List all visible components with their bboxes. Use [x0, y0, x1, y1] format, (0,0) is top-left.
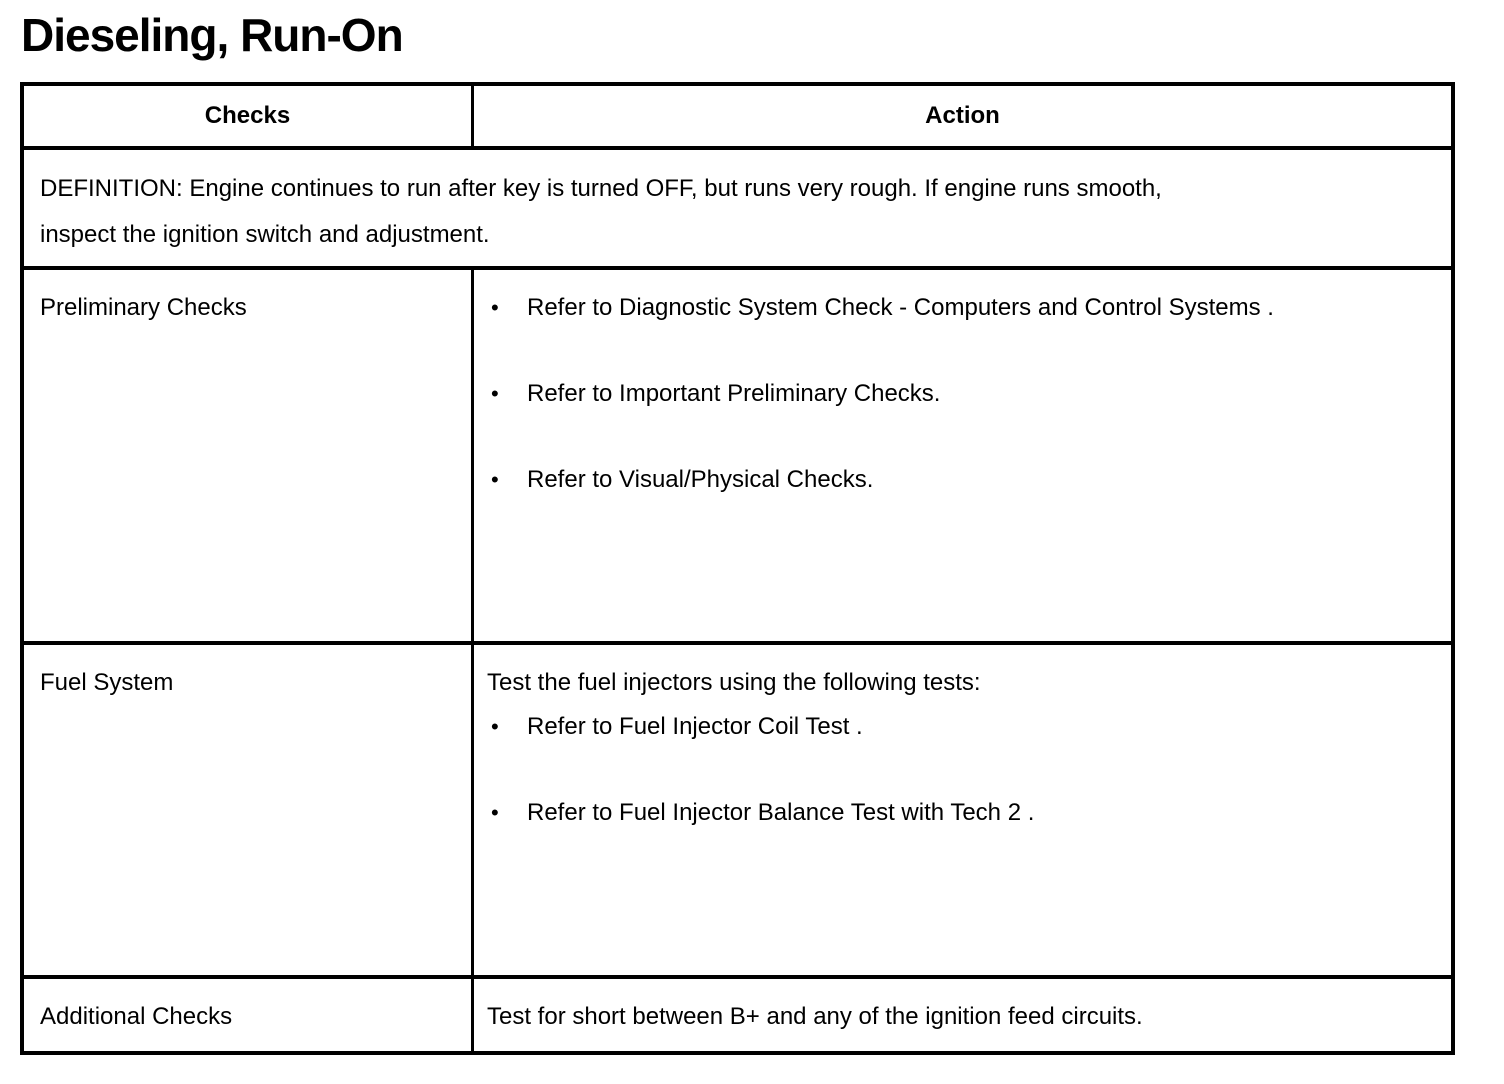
bullet-icon: • — [491, 381, 499, 406]
action-cell-fuel-system — [474, 645, 1451, 975]
check-name-additional: Additional Checks — [24, 979, 474, 1051]
column-header-checks: Checks — [24, 86, 474, 146]
action-bullet-text: Refer to Visual/Physical Checks. — [527, 466, 874, 493]
action-bullet-item — [487, 458, 1435, 502]
action-bullet-text: Refer to Fuel Injector Coil Test . — [527, 713, 863, 740]
table-row-additional-checks — [24, 979, 1451, 1051]
table-header-row — [24, 86, 1451, 150]
bullet-icon: • — [491, 295, 499, 320]
bullet-icon: • — [491, 467, 499, 492]
table-row-fuel-system — [24, 645, 1451, 979]
action-bullet-text: Refer to Diagnostic System Check - Computers and Control Systems . — [527, 294, 1274, 321]
check-name-preliminary: Preliminary Checks — [24, 270, 474, 641]
action-bullet-item — [487, 791, 1435, 835]
table-row-preliminary-checks — [24, 270, 1451, 645]
definition-text-line-1: DEFINITION: Engine continues to run after key is turned OFF, but runs very rough. If engine runs smooth, — [40, 175, 1162, 202]
action-bullet-item — [487, 372, 1435, 416]
definition-row — [24, 150, 1451, 270]
bullet-icon: • — [491, 800, 499, 825]
action-intro-text: Test the fuel injectors using the following tests: — [487, 669, 981, 696]
action-cell-additional — [474, 979, 1451, 1051]
action-bullet-item — [487, 705, 1435, 749]
action-bullet-text: Refer to Fuel Injector Balance Test with Tech 2 . — [527, 799, 1035, 826]
action-cell-preliminary — [474, 270, 1451, 641]
bullet-icon: • — [491, 714, 499, 739]
page-title: Dieseling, Run-On — [21, 9, 403, 61]
definition-text-line-2: inspect the ignition switch and adjustment. — [40, 221, 490, 248]
column-header-action: Action — [925, 102, 1000, 129]
check-name-fuel-system: Fuel System — [24, 645, 474, 975]
action-bullet-item — [487, 286, 1435, 330]
diagnostic-table — [20, 82, 1455, 1055]
action-bullet-text: Refer to Important Preliminary Checks. — [527, 380, 941, 407]
action-intro-text: Test for short between B+ and any of the ignition feed circuits. — [487, 1003, 1143, 1030]
